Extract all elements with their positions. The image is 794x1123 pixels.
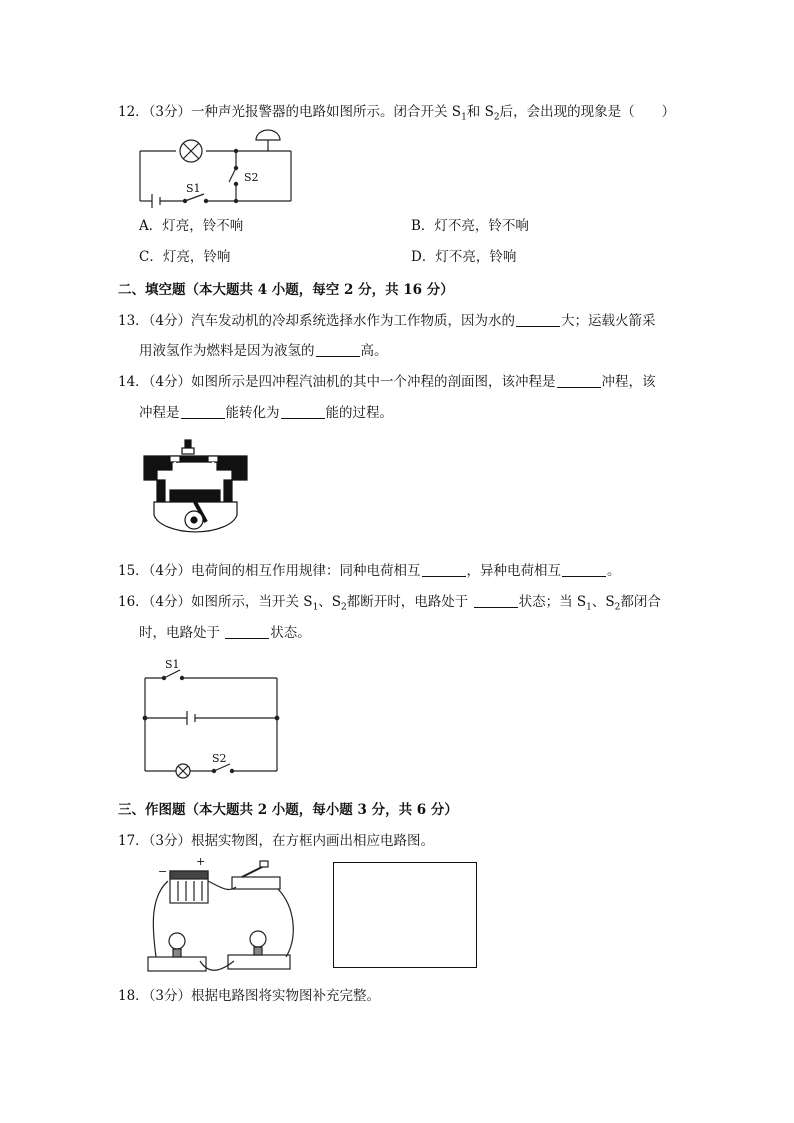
section2-heading: 二、填空题（本大题共 4 小题，每空 2 分，共 16 分） <box>118 282 454 298</box>
q13-blank-1[interactable] <box>516 313 560 327</box>
q12-fig-label-s1: S1 <box>186 182 201 195</box>
q17-text: 17．（3分）根据实物图，在方框内画出相应电路图。 <box>118 833 435 849</box>
q15-line: 15．（4分）电荷间的相互作用规律：同种电荷相互 ，异种电荷相互 。 <box>118 563 621 579</box>
q14-engine-figure <box>142 440 252 535</box>
q16-fig-label-s2: S2 <box>212 752 227 765</box>
q14-blank-3[interactable] <box>281 405 325 419</box>
q12-fig-label-s2: S2 <box>244 171 259 184</box>
q15-blank-2[interactable] <box>562 563 606 577</box>
q15-blank-1[interactable] <box>422 563 466 577</box>
q16-blank-2[interactable] <box>225 625 269 639</box>
q14-blank-1[interactable] <box>557 374 601 388</box>
q17-label-minus: − <box>158 865 168 878</box>
section3-heading: 三、作图题（本大题共 2 小题，每小题 3 分，共 6 分） <box>118 802 458 818</box>
q17-physical-circuit-figure <box>140 857 300 977</box>
q17-answer-box[interactable] <box>333 862 477 968</box>
q12-option-a[interactable]: A．灯亮，铃不响 <box>139 218 244 234</box>
q18-text: 18．（3分）根据电路图将实物图补充完整。 <box>118 988 381 1004</box>
q12-option-c[interactable]: C．灯亮，铃响 <box>139 249 231 265</box>
q16-circuit-figure <box>140 656 285 776</box>
q13-line1: 13．（4分）汽车发动机的冷却系统选择水作为工作物质，因为水的 大；运载火箭采 <box>118 313 656 329</box>
q12-circuit-figure <box>138 126 298 206</box>
q16-fig-label-s1: S1 <box>165 658 180 671</box>
q14-blank-2[interactable] <box>181 405 225 419</box>
q12-stem: 12．（3分）一种声光报警器的电路如图所示。闭合开关 $S_1$和 $S_2$后，会出现的现象是（ ） <box>118 104 676 123</box>
q14-line1: 14．（4分）如图所示是四冲程汽油机的其中一个冲程的剖面图，该冲程是 冲程，该 <box>118 374 656 390</box>
q13-blank-2[interactable] <box>316 343 360 357</box>
q16-blank-1[interactable] <box>474 594 518 608</box>
q12-option-d[interactable]: D．灯不亮，铃响 <box>411 249 517 265</box>
q14-line2: 冲程是 能转化为 能的过程。 <box>139 405 393 421</box>
q13-line2: 用液氢作为燃料是因为液氢的 高。 <box>139 343 388 359</box>
q16-line2: 时，电路处于 状态。 <box>139 625 311 641</box>
q12-option-b[interactable]: B．灯不亮，铃不响 <box>411 218 529 234</box>
q16-line1: 16．（4分）如图所示，当开关 $S_1$、$S_2$都断开时，电路处于 状态；当 $S_1$、$S_2$都闭合 <box>118 594 661 613</box>
q17-label-plus: + <box>196 855 206 868</box>
